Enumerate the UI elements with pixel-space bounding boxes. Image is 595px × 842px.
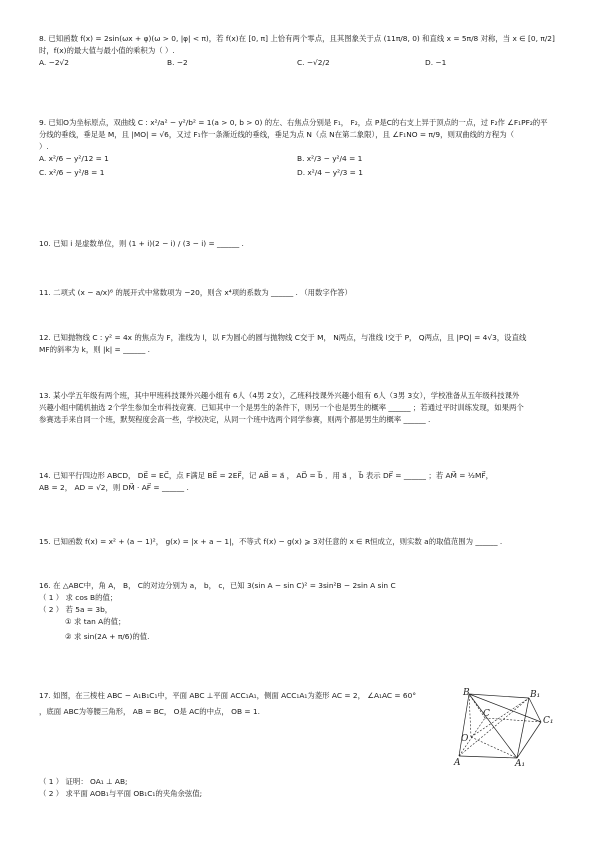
- q13-line2: 兴趣小组中随机抽选 2个学生参加全市科技竞赛．已知其中一个是男生的条件下，则另一个也是男生的概率 ______ ；若通过平时训练发现，如果两个: [39, 403, 524, 412]
- q8-line2: 时，f(x)的最大值与最小值的乘积为（ ）.: [39, 46, 175, 55]
- q9-option-a: A. x²/6 − y²/12 = 1: [39, 154, 109, 163]
- question-8: [39, 33, 559, 69]
- q14-line2: AB = 2， AD = √2，则 DM⃗ · AF⃗ = ______ .: [39, 483, 189, 492]
- question-10: [39, 238, 559, 250]
- q8-option-d: D. −1: [425, 58, 447, 67]
- label-c: C: [483, 709, 490, 719]
- label-o: O: [461, 734, 469, 744]
- q9-option-c: C. x²/6 − y²/8 = 1: [39, 168, 105, 177]
- question-15: [39, 536, 559, 548]
- q8-option-a: A. −2√2: [39, 58, 69, 67]
- q13-line3: 参赛选手来自同一个班，默契程度会高一些，学校决定，从同一个班中选两个同学参赛，则两个都是男生的概率 ______ .: [39, 415, 431, 424]
- q17-part1: （ 1 ） 证明： OA₁ ⊥ AB;: [39, 777, 128, 786]
- q9-option-b: B. x²/3 − y²/4 = 1: [297, 154, 363, 163]
- q9-line2: 分线的垂线，垂足是 M，且 |MO| = √6，又过 F₁作一条渐近线的垂线，垂足为点 N（点 N在第二象限），且 ∠F₁NO = π/9，则双曲线的方程为（: [39, 130, 514, 139]
- question-16: [39, 580, 559, 643]
- q14-line1: 14. 已知平行四边形 ABCD， DE⃗ = EC⃗，点 F满足 BE⃗ = 2EF⃗，记 AB⃗ = a⃗ ， AD⃗ = b⃗ ．用 a⃗ ， b⃗ 表示 DF⃗ = ______ ；若 AM⃗ = ½MF⃗，: [39, 471, 493, 480]
- q9-line3: ）.: [39, 142, 49, 151]
- q16-part1: （ 1 ） 求 cos B的值；: [39, 593, 118, 602]
- label-a: A: [454, 758, 461, 768]
- q8-option-c: C. −√2/2: [297, 58, 330, 67]
- q9-options-row1: [39, 153, 559, 167]
- q8-options: [39, 57, 559, 69]
- q16-part2-sub1: ① 求 tan A的值；: [65, 617, 126, 626]
- prism-figure: [455, 688, 563, 768]
- question-9: [39, 117, 559, 181]
- q15-text: 15. 已知函数 f(x) = x² + (a − 1)²， g(x) = |x + a − 1|，不等式 f(x) − g(x) ⩾ 3对任意的 x ∈ R恒成立，则实数 a的取值范围为 ______ .: [39, 537, 503, 546]
- q9-option-d: D. x²/4 − y²/3 = 1: [297, 168, 363, 177]
- q11-text: 11. 二项式 (x − a/x)⁶ 的展开式中常数项为 −20，则含 x⁴项的系数为 ______ . （用数字作答）: [39, 288, 352, 297]
- q8-option-b: B. −2: [167, 58, 188, 67]
- q10-text: 10. 已知 i 是虚数单位，则 (1 + i)(2 − i) / (3 − i) = ______ .: [39, 239, 244, 248]
- q17-part2: （ 2 ） 求平面 AOB₁与平面 OB₁C₁的夹角余弦值;: [39, 789, 203, 798]
- question-12: [39, 332, 559, 356]
- question-13: [39, 390, 559, 426]
- q9-options-row2: [39, 167, 559, 181]
- q9-line1: 9. 已知O为坐标原点，双曲线 C : x²/a² − y²/b² = 1(a > 0, b > 0) 的左、右焦点分别是 F₁， F₂，点 P是C的右支上异于顶点的一点，过 F₂作 ∠F₁PF₂的平: [39, 118, 548, 127]
- q12-line1: 12. 已知抛物线 C : y² = 4x 的焦点为 F，准线为 l，以 F为圆心的圆与抛物线 C交于 M， N两点，与准线 l交于 P， Q两点，且 |PQ| = 4√3，设直线: [39, 333, 527, 342]
- q17-line2: ，底面 ABC为等腰三角形， AB = BC， O是 AC的中点， OB = 1.: [39, 707, 261, 716]
- question-14: [39, 470, 559, 494]
- label-b1: B₁: [530, 690, 541, 700]
- q12-line2: MF的斜率为 k，则 |k| = ______ .: [39, 345, 150, 354]
- label-b: B: [463, 688, 470, 698]
- q13-line1: 13. 某小学五年级有两个班，其中甲班科技课外兴趣小组有 6人（4男 2女），乙班科技课外兴趣小组有 6人（3男 3女），学校准备从五年级科技课外: [39, 391, 520, 400]
- q8-line1: 8. 已知函数 f(x) = 2sin(ωx + φ)(ω > 0, |φ| < π)，若 f(x)在 [0, π] 上恰有两个零点，且其图象关于点 (11π/8, 0) 和直线 x = 5π/8 对称，当 x ∈ [0, π/2]: [39, 34, 555, 43]
- question-11: [39, 287, 559, 299]
- q17-line1: 17. 如图，在三棱柱 ABC − A₁B₁C₁中，平面 ABC ⊥平面 ACC₁A₁，侧面 ACC₁A₁为菱形 AC = 2， ∠A₁AC = 60°: [39, 691, 417, 700]
- q16-part2: （ 2 ） 若 5a = 3b，: [39, 605, 113, 614]
- q16-line1: 16. 在 △ABC中，角 A， B， C的对边分别为 a， b， c，已知 3(sin A − sin C)² = 3sin²B − 2sin A sin C: [39, 581, 396, 590]
- label-a1: A₁: [515, 759, 526, 769]
- q16-part2-sub2: ② 求 sin(2A + π/6)的值.: [65, 632, 150, 641]
- label-c1: C₁: [543, 716, 554, 726]
